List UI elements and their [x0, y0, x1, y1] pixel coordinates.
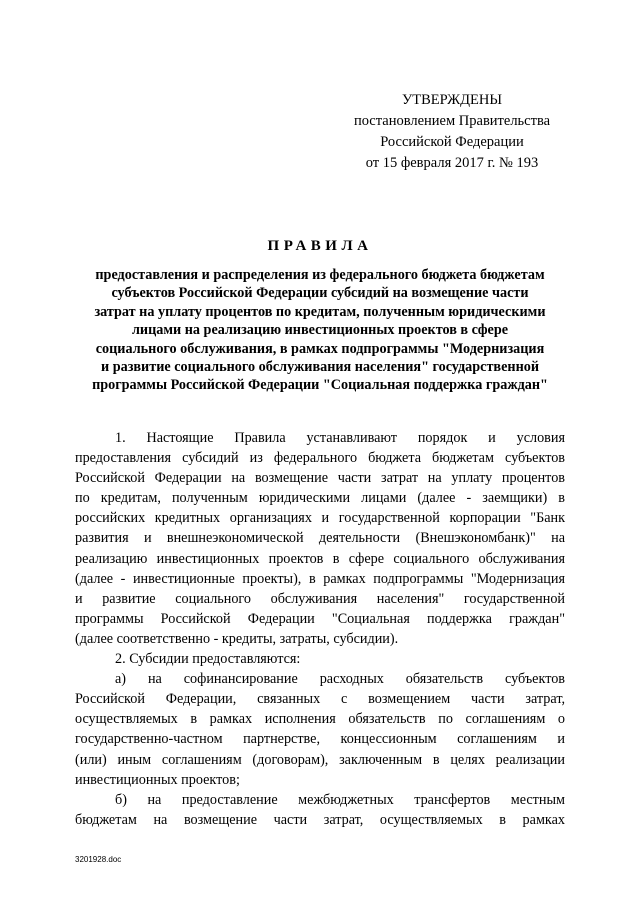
body-line: российских кредитных организациях и государственной корпорации "Банк	[75, 510, 565, 527]
subtitle-line: затрат на уплату процентов по кредитам, полученным юридическими	[94, 303, 546, 320]
document-title: ПРАВИЛА	[267, 238, 373, 254]
approval-line: Российской Федерации	[380, 134, 524, 150]
body-line: инвестиционных проектов;	[75, 771, 240, 788]
body-line: Российской Федерации, связанных с возмещением части затрат,	[75, 691, 565, 708]
body-line: осуществляемых в рамках исполнения обязательств по соглашениям о	[75, 711, 565, 728]
body-line: государственно-частном партнерстве, концессионным соглашениям и	[75, 731, 565, 748]
document-body	[75, 428, 565, 830]
file-name-footer: 3201928.doc	[75, 855, 122, 864]
body-line: бюджетам на возмещение части затрат, осуществляемых в рамках	[75, 811, 565, 828]
approval-line: постановлением Правительства	[353, 113, 551, 129]
body-line: и развитие социального обслуживания населения" государственной	[75, 590, 565, 607]
body-line: развития и внешнеэкономической деятельности (Внешэкономбанк)" на	[75, 530, 565, 547]
subtitle-line: социального обслуживания, в рамках подпрограммы "Модернизация	[95, 340, 545, 357]
approval-heading: УТВЕРЖДЕНЫ	[401, 92, 503, 108]
body-line: (далее соответственно - кредиты, затраты, субсидии).	[75, 630, 399, 647]
body-line: (или) иным соглашениям (договорам), заключенным в целях реализации	[75, 751, 565, 768]
body-line: предоставления субсидий из федерального бюджета бюджетам субъектов	[75, 450, 565, 467]
document-subtitle	[60, 266, 580, 395]
body-line: 1. Настоящие Правила устанавливают порядок и условия	[115, 430, 565, 446]
body-line: по кредитам, полученным юридическими лицами (далее - заемщики) в	[75, 490, 565, 507]
body-line: реализацию инвестиционных проектов в сфере социального обслуживания	[75, 550, 565, 567]
subtitle-line: программы Российской Федерации "Социальная поддержка граждан"	[92, 377, 548, 394]
subtitle-line: предоставления и распределения из федерального бюджета бюджетам	[95, 267, 545, 283]
approval-block	[336, 90, 568, 174]
body-line: программы Российской Федерации "Социальная поддержка граждан"	[75, 610, 565, 627]
body-line: Российской Федерации на возмещение части затрат на уплату процентов	[75, 470, 565, 487]
body-line: а) на софинансирование расходных обязательств субъектов	[115, 671, 565, 688]
approval-date-number: от 15 февраля 2017 г. № 193	[365, 155, 539, 171]
body-line: (далее - инвестиционные проекты), в рамках подпрограммы "Модернизация	[75, 570, 565, 587]
subtitle-line: лицами на реализацию инвестиционных проектов в сфере	[131, 322, 509, 339]
subtitle-line: и развитие социального обслуживания населения" государственной	[100, 359, 540, 376]
subtitle-line: субъектов Российской Федерации субсидий на возмещение части	[111, 285, 529, 302]
body-line: 2. Субсидии предоставляются:	[115, 651, 301, 668]
body-line: б) на предоставление межбюджетных трансфертов местным	[115, 791, 565, 808]
